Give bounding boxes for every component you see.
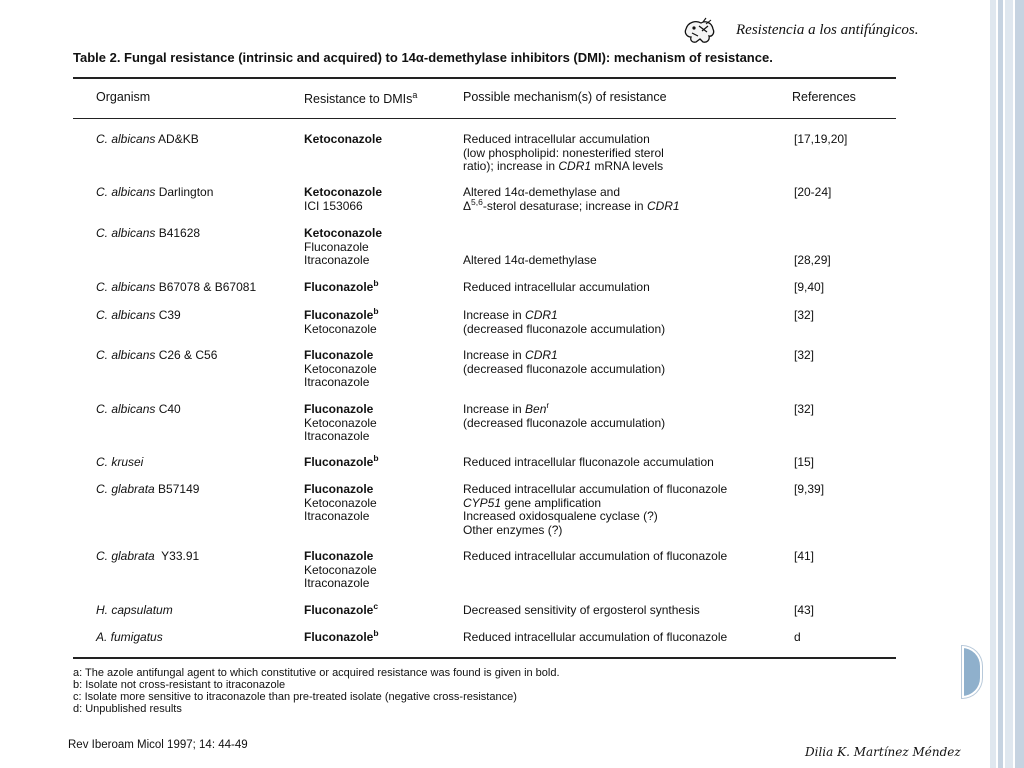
organism-strain: C40 xyxy=(155,402,181,416)
resistance-cell xyxy=(304,550,377,591)
resistance-cell xyxy=(304,453,379,470)
organism-strain: Darlington xyxy=(155,185,214,199)
mechanism-cell xyxy=(463,281,650,295)
resistance-cell xyxy=(304,483,377,524)
reference-cell xyxy=(794,631,801,645)
reference-text: d xyxy=(794,630,801,644)
mechanism-cell xyxy=(463,133,664,174)
organism-cell xyxy=(96,631,163,645)
mechanism-text: CDR1 xyxy=(558,159,592,173)
reference-cell xyxy=(794,604,814,618)
mechanism-cell xyxy=(463,349,665,376)
column-header-organism: Organism xyxy=(96,90,151,104)
side-stripe xyxy=(990,0,996,768)
organism-species: C. albicans xyxy=(96,402,156,416)
mechanism-line xyxy=(463,550,727,564)
drug-name xyxy=(304,564,377,578)
mechanism-text: Increased oxidosqualene cyclase (?) xyxy=(463,509,658,523)
mechanism-text: Reduced intracellular accumulation of fluconazole xyxy=(463,630,728,644)
mechanism-text: Altered 14α-demethylase xyxy=(463,253,597,267)
spacer xyxy=(794,241,831,255)
organism-strain: B67078 & B67081 xyxy=(155,280,257,294)
mechanism-text: ratio); increase in xyxy=(463,159,559,173)
mechanism-line xyxy=(463,349,665,363)
reference-text: [9,40] xyxy=(794,280,825,294)
organism-cell xyxy=(96,281,256,295)
spacer xyxy=(794,227,831,241)
drug-label: Fluconazole xyxy=(304,630,374,644)
organism-cell xyxy=(96,227,200,241)
drug-label: Ketoconazole xyxy=(304,562,377,577)
organism-cell xyxy=(96,186,213,200)
slide-header-title: Resistencia a los antifúngicos. xyxy=(736,22,919,38)
mechanism-text: gene amplification xyxy=(501,495,602,510)
spacer xyxy=(463,241,597,255)
organism-cell xyxy=(96,550,199,564)
mechanism-text: Reduced intracellular accumulation of fluconazole xyxy=(463,482,728,496)
source-citation: Rev Iberoam Micol 1997; 14: 44-49 xyxy=(68,739,248,751)
organism-cell xyxy=(96,456,143,470)
reference-cell xyxy=(794,550,814,564)
footnote-marker: b xyxy=(373,278,379,288)
superscript: 5,6 xyxy=(471,196,483,207)
mechanism-text: Reduced intracellular accumulation xyxy=(463,280,650,294)
mechanism-cell xyxy=(463,604,700,618)
organism-strain: Y33.91 xyxy=(154,549,200,563)
drug-label: Itraconazole xyxy=(304,253,370,267)
resistance-cell xyxy=(304,403,377,444)
resistance-cell xyxy=(304,186,382,213)
table-top-rule xyxy=(73,77,896,79)
organism-cell xyxy=(96,604,173,618)
reference-text: [9,39] xyxy=(794,482,825,496)
drug-name xyxy=(304,278,379,295)
mechanism-cell xyxy=(463,227,597,268)
mechanism-line xyxy=(463,363,665,377)
mechanism-cell xyxy=(463,400,666,430)
mechanism-line xyxy=(463,400,665,417)
mechanism-line xyxy=(463,309,665,323)
footnote-marker: b xyxy=(373,453,379,463)
reference-cell xyxy=(794,456,814,470)
table-footnotes xyxy=(73,667,560,715)
drug-label: Ketoconazole xyxy=(304,132,383,146)
table-header-rule xyxy=(73,118,896,119)
drug-label: Itraconazole xyxy=(304,375,370,389)
mechanism-text: Δ xyxy=(463,198,472,213)
drug-name xyxy=(304,323,379,337)
drug-label: Fluconazole xyxy=(304,280,374,294)
column-header-resistance: Resistance to DMIs$^a$ xyxy=(304,90,418,107)
drug-name xyxy=(304,186,382,200)
organism-species: C. krusei xyxy=(96,455,144,469)
organism-cell xyxy=(96,403,181,417)
reference-text: [20-24] xyxy=(794,185,832,199)
reference-cell xyxy=(794,133,847,147)
drug-name xyxy=(304,550,377,564)
resistance-cell xyxy=(304,227,382,268)
mechanism-text: Altered 14α-demethylase and xyxy=(463,185,621,199)
organism-cell xyxy=(96,483,199,497)
organism-strain: AD&KB xyxy=(155,132,199,146)
mechanism-text: Other enzymes (?) xyxy=(463,522,563,537)
drug-name xyxy=(304,227,382,241)
mechanism-line xyxy=(463,604,700,618)
mechanism-text: Reduced intracellular accumulation xyxy=(463,132,650,146)
drug-label: Fluconazole xyxy=(304,239,369,254)
mechanism-line xyxy=(463,456,714,470)
mechanism-cell xyxy=(463,483,727,537)
organism-species: C. glabrata xyxy=(96,549,155,563)
resistance-cell xyxy=(304,306,379,336)
mechanism-cell xyxy=(463,631,727,645)
footnote: b: Isolate not cross-resistant to itraconazole xyxy=(73,679,286,691)
mechanism-line xyxy=(463,483,727,497)
mechanism-line xyxy=(463,417,665,431)
organism-species: C. albicans xyxy=(96,132,156,146)
resistance-cell xyxy=(304,601,379,618)
drug-label: Fluconazole xyxy=(304,308,374,322)
mechanism-cell xyxy=(463,309,665,336)
author-name: Dilia K. Martínez Méndez xyxy=(805,745,961,759)
drug-name xyxy=(304,483,377,497)
organism-species: C. albicans xyxy=(96,308,156,322)
drug-name xyxy=(304,376,377,390)
reference-text: [32] xyxy=(794,402,815,416)
mechanism-text: Reduced intracellular fluconazole accumulation xyxy=(463,455,714,469)
mechanism-line xyxy=(463,497,727,511)
resistance-cell xyxy=(304,349,377,390)
drug-label: Fluconazole xyxy=(304,402,374,416)
drug-name xyxy=(304,497,377,511)
organism-species: C. albicans xyxy=(96,348,156,362)
side-stripe xyxy=(998,0,1003,768)
organism-species: C. albicans xyxy=(96,185,156,199)
drug-name xyxy=(304,306,379,323)
drug-label: ICI 153066 xyxy=(304,198,363,213)
side-stripe xyxy=(1015,0,1024,768)
drug-label: Fluconazole xyxy=(304,549,374,563)
drug-label: Itraconazole xyxy=(304,509,370,523)
animal-logo-icon xyxy=(682,17,716,45)
organism-cell xyxy=(96,133,199,147)
mechanism-text: Decreased sensitivity of ergosterol synthesis xyxy=(463,603,700,617)
mechanism-cell xyxy=(463,550,727,564)
mechanism-text: Ben xyxy=(525,402,547,416)
reference-text: [43] xyxy=(794,603,815,617)
footnote-marker: c xyxy=(373,601,379,611)
reference-text: [41] xyxy=(794,549,815,563)
drug-name xyxy=(304,254,382,268)
organism-species: H. capsulatum xyxy=(96,603,173,617)
reference-cell xyxy=(794,281,824,295)
mechanism-text: Increase in xyxy=(463,348,526,362)
mechanism-text: mRNA levels xyxy=(591,159,664,173)
mechanism-text: CDR1 xyxy=(646,198,680,213)
reference-cell xyxy=(794,483,824,497)
footnote-marker: b xyxy=(373,628,379,638)
drug-name xyxy=(304,403,377,417)
drug-label: Itraconazole xyxy=(304,429,370,443)
side-stripe xyxy=(1005,0,1013,768)
mechanism-text: (low phospholipid: nonesterified sterol xyxy=(463,145,664,160)
reference-cell xyxy=(794,309,814,323)
drug-label: Ketoconazole xyxy=(304,415,377,430)
drug-label: Ketoconazole xyxy=(304,185,383,199)
drug-name xyxy=(304,510,377,524)
organism-strain: C39 xyxy=(155,308,181,322)
organism-species: C. albicans xyxy=(96,280,156,294)
footnote: c: Isolate more sensitive to itraconazole than pre-treated isolate (negative cross-resistance) xyxy=(73,691,517,703)
resistance-cell xyxy=(304,278,379,295)
drug-name xyxy=(304,241,382,255)
column-header-references: References xyxy=(792,90,856,104)
table-bottom-rule xyxy=(73,657,896,659)
reference-text: [32] xyxy=(794,348,815,362)
mechanism-line xyxy=(463,160,664,174)
organism-cell xyxy=(96,309,181,323)
footnote: d: Unpublished results xyxy=(73,703,182,715)
mechanism-text: CDR1 xyxy=(525,308,558,322)
reference-cell xyxy=(794,403,814,417)
organism-strain: B57149 xyxy=(154,482,200,496)
mechanism-text: Reduced intracellular accumulation of fluconazole xyxy=(463,549,728,563)
mechanism-text: (decreased fluconazole accumulation) xyxy=(463,415,666,430)
mechanism-line xyxy=(463,323,665,337)
table-title: Table 2. Fungal resistance (intrinsic and acquired) to 14α-demethylase inhibitors (DMI): mechanism of resistance. xyxy=(73,50,773,65)
reference-text: [32] xyxy=(794,308,815,322)
mechanism-text: (decreased fluconazole accumulation) xyxy=(463,361,666,376)
reference-cell xyxy=(794,227,831,268)
mechanism-cell xyxy=(463,456,714,470)
organism-species: C. albicans xyxy=(96,226,156,240)
reference-cell xyxy=(794,186,831,200)
drug-name xyxy=(304,363,377,377)
mechanism-line xyxy=(463,510,727,524)
column-header-mechanism: Possible mechanism(s) of resistance xyxy=(463,90,667,104)
mechanism-line xyxy=(463,281,650,295)
mechanism-text: (decreased fluconazole accumulation) xyxy=(463,321,666,336)
organism-species: C. glabrata xyxy=(96,482,155,496)
drug-label: Ketoconazole xyxy=(304,226,383,240)
drug-name xyxy=(304,628,379,645)
mechanism-text: Increase in xyxy=(463,308,526,322)
organism-strain: C26 & C56 xyxy=(155,348,218,362)
resistance-cell xyxy=(304,628,379,645)
drug-label: Ketoconazole xyxy=(304,495,377,510)
organism-strain: B41628 xyxy=(155,226,201,240)
drug-name xyxy=(304,133,382,147)
mechanism-cell xyxy=(463,186,680,213)
mechanism-line xyxy=(463,631,727,645)
drug-name xyxy=(304,601,379,618)
drug-label: Fluconazole xyxy=(304,603,374,617)
drug-name xyxy=(304,417,377,431)
mechanism-text: CDR1 xyxy=(525,348,558,362)
mechanism-line xyxy=(463,254,597,268)
reference-text: [17,19,20] xyxy=(794,132,848,146)
reference-text: [28,29] xyxy=(794,253,831,267)
mechanism-text: Increase in xyxy=(463,402,526,416)
drug-label: Ketoconazole xyxy=(304,321,377,336)
mechanism-line xyxy=(463,147,664,161)
mechanism-line xyxy=(463,133,664,147)
resistance-cell xyxy=(304,133,382,147)
organism-species: A. fumigatus xyxy=(96,630,163,644)
drug-name xyxy=(304,349,377,363)
drug-label: Ketoconazole xyxy=(304,361,377,376)
mechanism-line xyxy=(463,196,680,214)
superscript: r xyxy=(546,400,550,410)
mechanism-line xyxy=(463,186,680,200)
mechanism-text: CYP51 xyxy=(463,495,502,510)
organism-cell xyxy=(96,349,217,363)
mechanism-text: -sterol desaturase; increase in xyxy=(482,198,647,213)
spacer xyxy=(463,227,597,241)
drug-label: Fluconazole xyxy=(304,455,374,469)
drug-label: Itraconazole xyxy=(304,576,370,590)
mechanism-line xyxy=(463,524,727,538)
drug-name xyxy=(304,200,382,214)
drug-label: Fluconazole xyxy=(304,482,374,496)
footnote-marker: b xyxy=(373,306,379,316)
drug-name xyxy=(304,430,377,444)
reference-text: [15] xyxy=(794,455,815,469)
slide-ornament xyxy=(962,646,982,698)
footnote: a: The azole antifungal agent to which constitutive or acquired resistance was found is given in bold. xyxy=(73,667,560,679)
reference-cell xyxy=(794,349,814,363)
drug-name xyxy=(304,577,377,591)
drug-name xyxy=(304,453,379,470)
drug-label: Fluconazole xyxy=(304,348,374,362)
